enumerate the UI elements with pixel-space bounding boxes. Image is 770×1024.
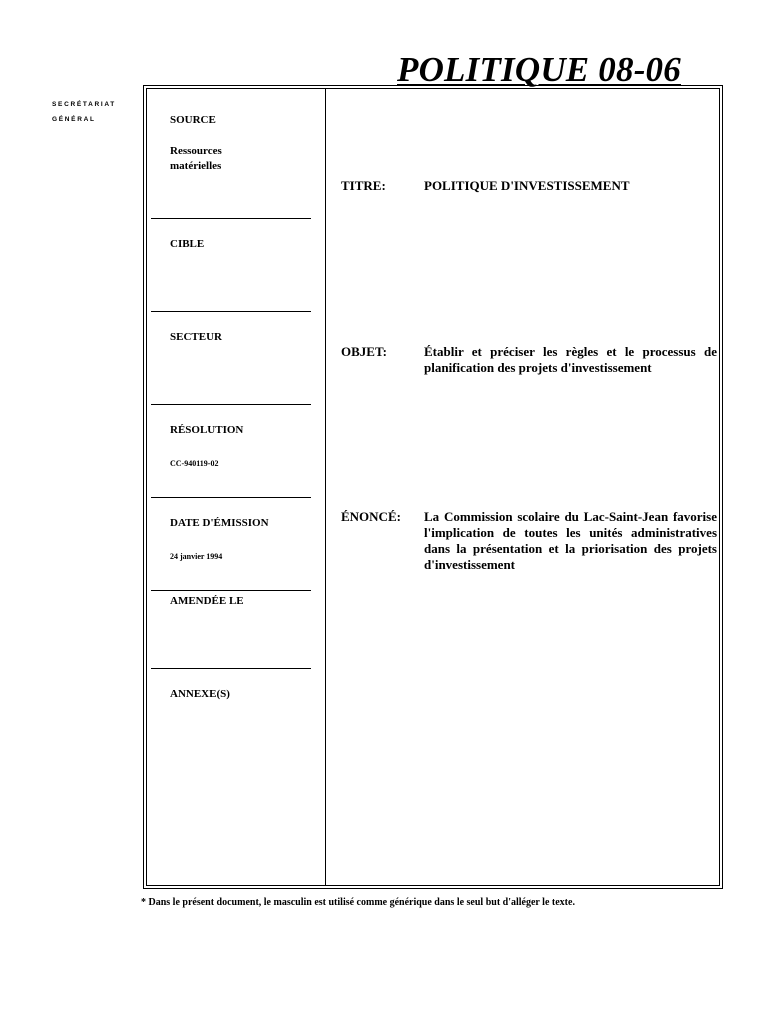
section-divider [151,218,311,219]
department-line-2: GÉNÉRAL [52,116,96,123]
date-emission-value: 24 janvier 1994 [170,552,223,561]
objet-label: OBJET: [341,344,387,359]
section-divider [151,404,311,405]
source-value-line-1: Ressources [170,145,222,157]
section-divider [151,311,311,312]
amendee-label: AMENDÉE LE [170,595,244,607]
enonce-label: ÉNONCÉ: [341,509,401,524]
secteur-label: SECTEUR [170,331,222,343]
titre-label: TITRE: [341,178,386,193]
source-label: SOURCE [170,114,216,126]
cible-label: CIBLE [170,238,205,250]
department-line-1: SECRÉTARIAT [52,101,116,108]
objet-value: Établir et préciser les règles et le processus de planification des projets d'investissement [424,344,717,375]
titre-value: POLITIQUE D'INVESTISSEMENT [424,178,630,193]
date-emission-label: DATE D'ÉMISSION [170,517,269,529]
source-value-line-2: matérielles [170,160,222,172]
resolution-value: CC-940119-02 [170,459,219,468]
section-divider [151,497,311,498]
section-divider [151,590,311,591]
column-divider [325,88,326,886]
section-divider [151,668,311,669]
form-inner-border [146,88,720,886]
annexes-label: ANNEXE(S) [170,688,230,700]
footnote: * Dans le présent document, le masculin est utilisé comme générique dans le seul but d'alléger le texte. [141,897,575,908]
enonce-value: La Commission scolaire du Lac-Saint-Jean favorise l'implication de toutes les unités administratives dans la présentation et la priorisation des projets d'investissement [424,509,717,572]
document-title: POLITIQUE 08-06 [397,50,681,89]
resolution-label: RÉSOLUTION [170,424,244,436]
